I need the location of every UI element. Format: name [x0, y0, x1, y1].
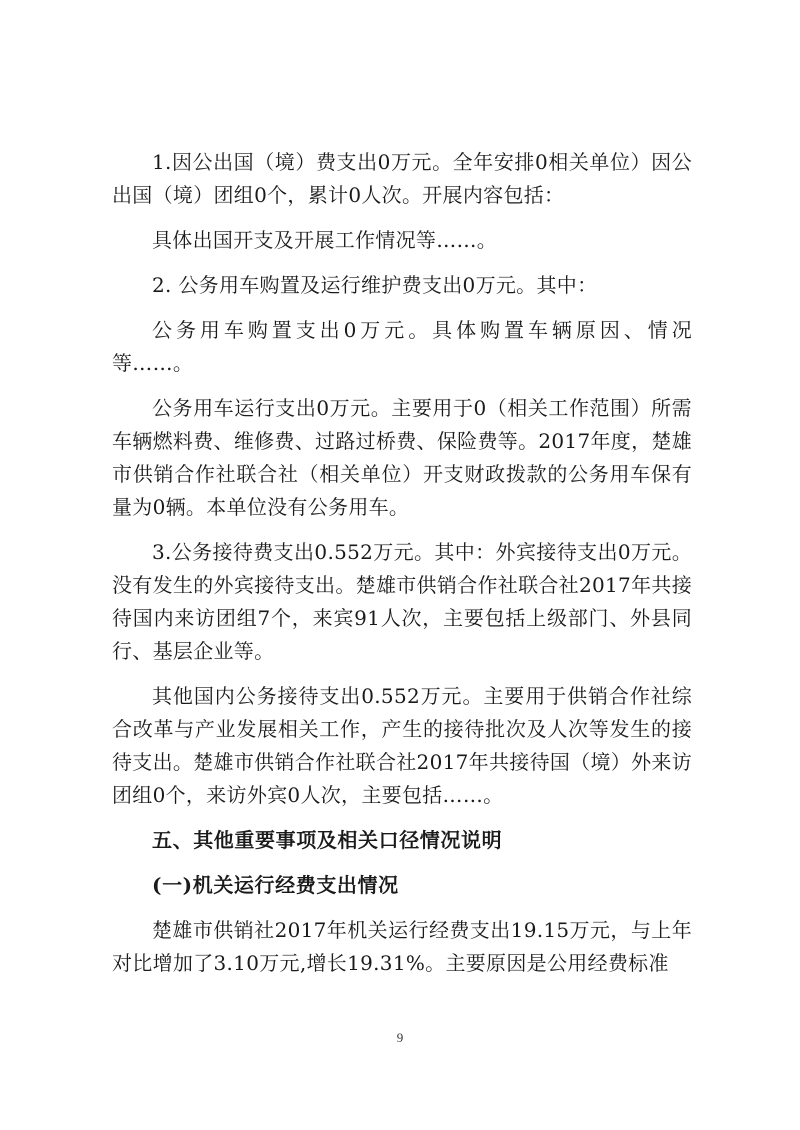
page-body: [112, 146, 692, 992]
section-heading: 五、其他重要事项及相关口径情况说明: [152, 828, 503, 852]
paragraph-domestic-reception: 其他国内公务接待支出0.552万元。主要用于供销合作社综合改革与产业发展相关工作，产生的接待批次及人次等发生的接待支出。楚雄市供销合作社联合社2017年共接待国（境）外来访团组0个，来访外宾0人次，主要包括……。: [112, 684, 692, 807]
paragraph-overseas-expense: 1.因公出国（境）费支出0万元。全年安排0相关单位）因公出国（境）团组0个，累计0人次。开展内容包括：: [112, 150, 692, 207]
page-number: 9: [396, 1030, 404, 1045]
paragraph-overseas-detail: 具体出国开支及开展工作情况等……。: [152, 228, 498, 252]
paragraph-operating-expense: 楚雄市供销社2017年机关运行经费支出19.15万元，与上年对比增加了3.10万元,增长19.31%。主要原因是公用经费标准: [112, 918, 692, 975]
subsection-heading: (一)机关运行经费支出情况: [152, 873, 399, 897]
paragraph-vehicle-purchase: 公务用车购置支出0万元。具体购置车辆原因、情况等……。: [112, 318, 692, 375]
paragraph-reception-expense: 3.公务接待费支出0.552万元。其中：外宾接待支出0万元。没有发生的外宾接待支出。楚雄市供销合作社联合社2017年共接待国内来访团组7个，来宾91人次，主要包括上级部门、外县同行、基层企业等。: [112, 540, 692, 663]
paragraph-vehicle-expense: 2. 公务用车购置及运行维护费支出0万元。其中：: [152, 273, 598, 297]
paragraph-vehicle-operation: 公务用车运行支出0万元。主要用于0（相关工作范围）所需车辆燃料费、维修费、过路过桥费、保险费等。2017年度，楚雄市供销合作社联合社（相关单位）开支财政拨款的公务用车保有量为0辆。本单位没有公务用车。: [112, 396, 692, 519]
